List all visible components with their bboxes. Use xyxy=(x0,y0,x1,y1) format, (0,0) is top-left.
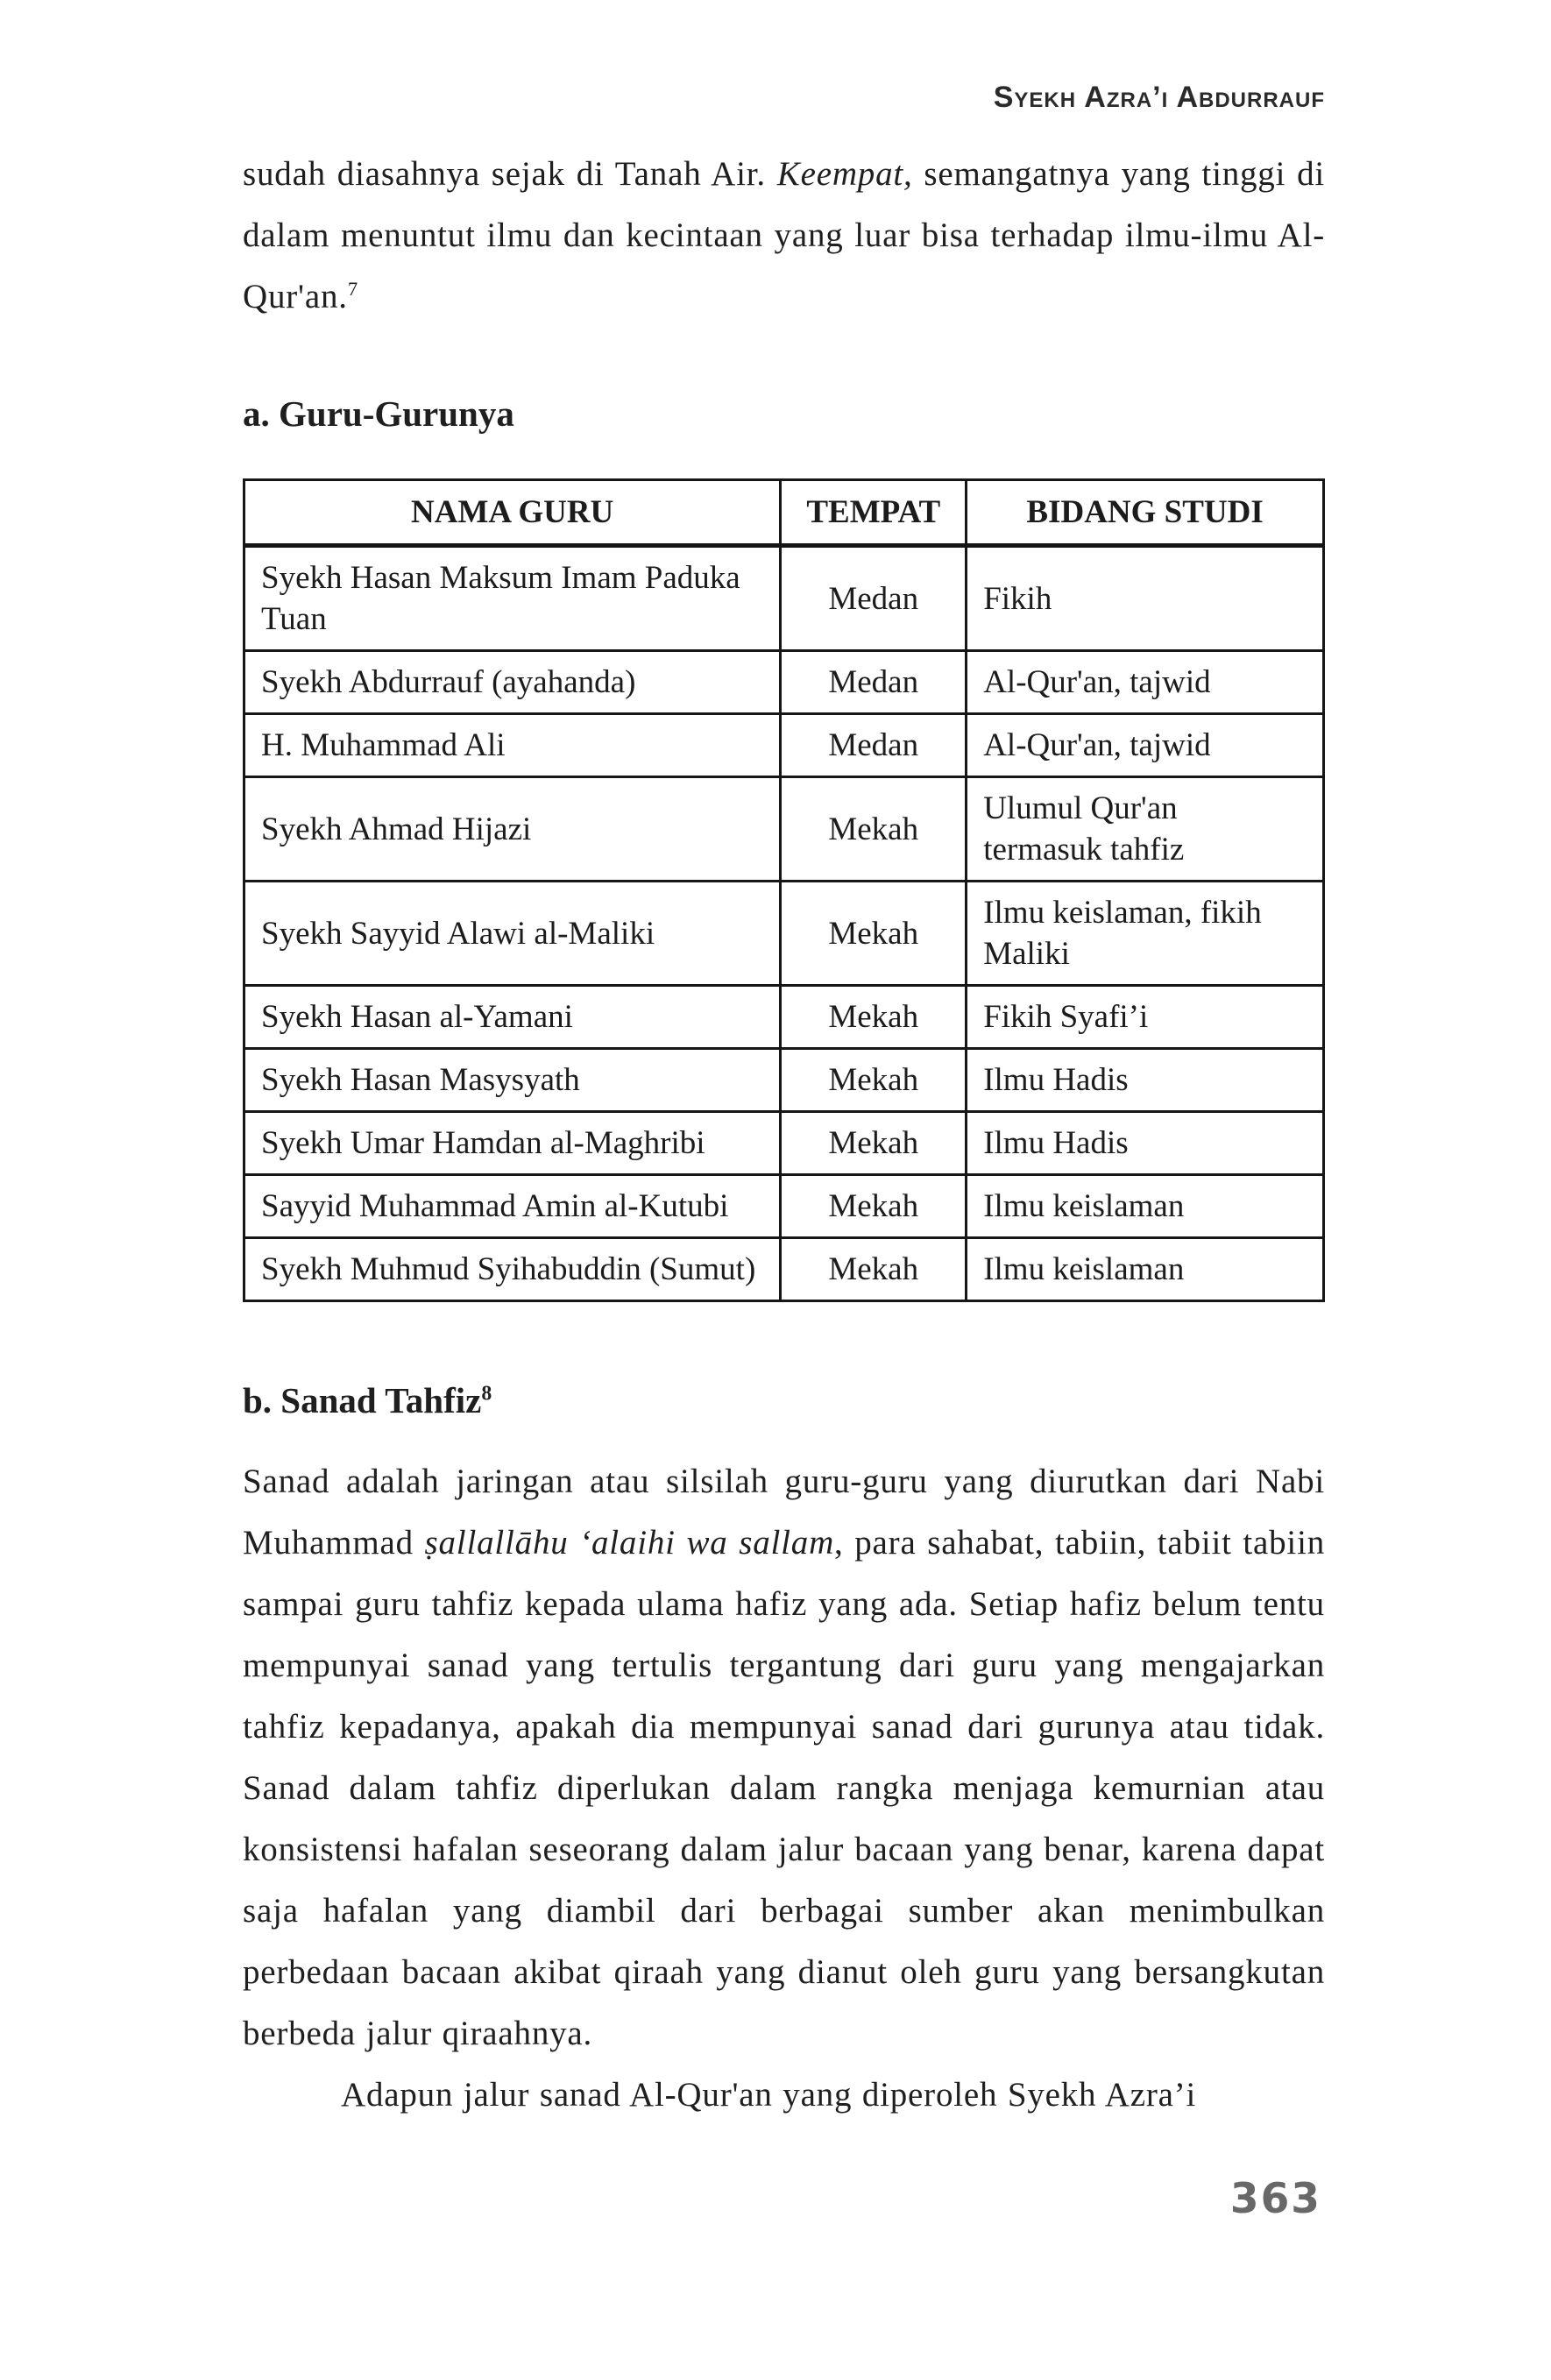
guru-name: Syekh Hasan Masysyath xyxy=(261,1062,580,1098)
intro-text-start: sudah diasahnya sejak di Tanah Air. xyxy=(243,155,777,193)
table-row xyxy=(244,986,1324,1049)
table-row xyxy=(244,882,1324,986)
table-row xyxy=(244,714,1324,777)
column-header-bidang-studi: BIDANG STUDI xyxy=(967,480,1324,546)
column-header-nama-guru: NAMA GURU xyxy=(244,480,781,546)
sanad-text-start: Sanad adalah jaringan atau silsilah guru-guru yang diurutkan dari Nabi Muhammad xyxy=(243,1463,1325,1562)
footnote-marker-7: 7 xyxy=(347,278,358,300)
table-row xyxy=(244,651,1324,714)
footnote-marker-8: 8 xyxy=(481,1382,492,1406)
guru-place: Medan xyxy=(781,651,967,714)
guru-place: Mekah xyxy=(781,777,967,882)
guru-name: Syekh Sayyid Alawi al-Maliki xyxy=(261,915,655,952)
guru-field: Fikih xyxy=(983,580,1052,617)
guru-name: Syekh Hasan al-Yamani xyxy=(261,999,573,1035)
guru-place: Mekah xyxy=(781,1049,967,1112)
table-row xyxy=(244,1112,1324,1175)
section-b-heading xyxy=(243,1379,1325,1421)
guru-place: Medan xyxy=(781,546,967,651)
guru-name: Syekh Abdurrauf (ayahanda) xyxy=(261,664,636,700)
closing-paragraph: Adapun jalur sanad Al-Qur'an yang diperoleh Syekh Azra’i xyxy=(341,2076,1197,2114)
intro-paragraph xyxy=(243,144,1325,328)
sanad-italic-arabic: ṣallallāhu ʻalaihi wa sallam xyxy=(424,1524,835,1562)
table-row xyxy=(244,1238,1324,1301)
guru-place: Mekah xyxy=(781,1112,967,1175)
running-head: Syekh Azra’i Abdurrauf xyxy=(993,81,1325,114)
guru-table xyxy=(243,478,1325,1302)
guru-field: Ilmu Hadis xyxy=(983,1125,1129,1161)
table-row xyxy=(244,1175,1324,1238)
guru-place: Mekah xyxy=(781,1238,967,1301)
page-number: 363 xyxy=(1229,2175,1321,2223)
table-row xyxy=(244,777,1324,882)
table-row xyxy=(244,546,1324,651)
guru-place: Medan xyxy=(781,714,967,777)
guru-field: Ilmu Hadis xyxy=(983,1062,1129,1098)
guru-field: Ilmu keislaman xyxy=(983,1188,1185,1224)
sanad-paragraph xyxy=(243,1451,1325,2065)
sanad-text-end: , para sahabat, tabiin, tabiit tabiin sampai guru tahfiz kepada ulama hafiz yang ada. Setiap hafiz belum tentu mempunyai sanad yang tertulis tergantung dari guru yang mengajarkan tahfiz kepadanya, apakah dia mempunyai sanad dari gurunya atau tidak. Sanad dalam tahfiz diperlukan dalam rangka menjaga kemurnian atau konsistensi hafalan seseorang dalam jalur bacaan yang benar, karena dapat saja hafalan yang diambil dari berbagai sumber akan menimbulkan perbedaan bacaan akibat qiraah yang dianut oleh guru yang bersangkutan berbeda jalur qiraahnya. xyxy=(243,1524,1326,2052)
column-header-tempat: TEMPAT xyxy=(781,480,967,546)
guru-place: Mekah xyxy=(781,1175,967,1238)
guru-name: Sayyid Muhammad Amin al-Kutubi xyxy=(261,1188,729,1224)
guru-field: Al-Qur'an, tajwid xyxy=(983,727,1211,763)
guru-name: Syekh Muhmud Syihabuddin (Sumut) xyxy=(261,1251,756,1287)
table-row xyxy=(244,1049,1324,1112)
guru-place: Mekah xyxy=(781,986,967,1049)
guru-name: Syekh Umar Hamdan al-Maghribi xyxy=(261,1125,705,1161)
guru-name: Syekh Hasan Maksum Imam Paduka Tuan xyxy=(261,560,740,637)
guru-place: Mekah xyxy=(781,882,967,986)
guru-field: Ilmu keislaman xyxy=(983,1251,1185,1287)
guru-field: Fikih Syafi’i xyxy=(983,999,1149,1035)
table-header-row xyxy=(244,480,1324,546)
guru-name: Syekh Ahmad Hijazi xyxy=(261,811,532,847)
intro-italic-keempat: Keempat, xyxy=(776,155,913,193)
guru-field: Al-Qur'an, tajwid xyxy=(983,664,1211,700)
intro-text-end: semangatnya yang tinggi di dalam menuntut ilmu dan kecintaan yang luar bisa terhadap ilmu-ilmu Al-Qur'an. xyxy=(243,155,1325,315)
guru-field: Ilmu keislaman, fikih Maliki xyxy=(983,895,1262,972)
guru-field: Ulumul Qur'an termasuk tahfiz xyxy=(983,790,1185,868)
guru-name: H. Muhammad Ali xyxy=(261,727,506,763)
section-a-heading: a. Guru-Gurunya xyxy=(243,393,514,434)
section-b-heading-text: b. Sanad Tahfiz xyxy=(243,1380,482,1420)
